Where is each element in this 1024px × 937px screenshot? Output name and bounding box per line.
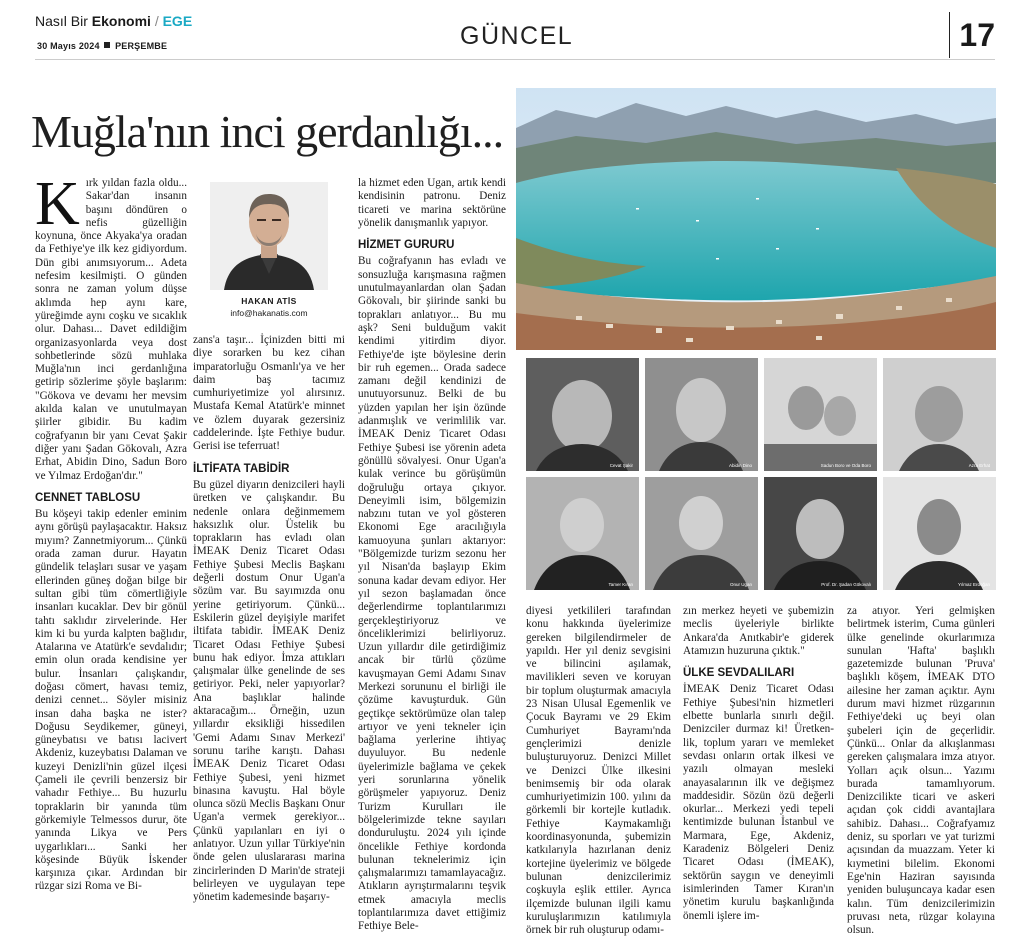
author-name: HAKAN ATİS bbox=[241, 296, 297, 306]
paragraph: za atıyor. Yeri gelmişken belirtmek isterim, Cuma günleri ülke genelinde okurlarımıza sunulan 'Hafta' başlıklı gazetemizde bulunan 'Pruva' başlıklı köşem, İMEAK DTO ailesine her zaman açıktır. Aynı durum mavi hizmet rüzgarının Fethiye'deki uç beyi olan şubeleri için de geçerlidir. Çünkü... Onlar da alkışlanması gereken çalışmalara imza atıyor. Yolları açık olsun... Yazımı burada tamamlıyorum. Denizcilikte ticari ve askeri açıdan çok ciddi avantajlara sahibiz. Dahası... Coğrafyamız deniz, su sporları ve yat turizmi açısından da muazzam. Yeter ki kıymetini bilelim. Ekonomi Ege'nin Haziran sayısında yeniden buluşuncaya kadar esen kalın. Tüm denizcilerimizin pruvası neta, rüzgar kolayına olsun. bbox=[847, 605, 995, 937]
portrait-icon bbox=[764, 477, 877, 590]
portrait-sadan-gokovali bbox=[764, 477, 877, 590]
subheading: HİZMET GURURU bbox=[358, 239, 455, 252]
paragraph: zans'a taşır... İçinizden bitti mi diye sorarken bu kez cihan imparatorluğu Osmanlı'ya ve her daim baş tacımız cumhuriyetimize yol alırsınız. Mustafa Kemal Atatürk'e minnet ve özlem duyarak gezersiniz caddelerinde. İşte Fethiye budur. Gerisi ise teferruat! bbox=[193, 334, 345, 453]
article-column-1 bbox=[35, 170, 187, 925]
paragraph: diyesi yetkilileri tarafından konu hakkında üyelerimize gereken bilgilendirmeler de yapıldı. Her yıl deniz sevgisini ve bilincini aşılamak, mavilikleri seven ve koruyan bir toplum oluşturmak amacıyla 23 Nisan Ulusal Egemenlik ve Çocuk Bayramı ve 29 Ekim Cumhuriyet Bayramı'nda gençlerimizi denizle buluşturuyoruz. Denizci Millet ve Denizci Ülke ilkesini benimsemiş bir oda olarak cumhuriyetimizin 100. yılını da görkemli bir kortejle kutladık. Fethiye Kaymakamlığı koordinasyonunda, şubemizin katkılarıyla hazırlanan deniz kortejine üyelerimiz ve bölgede bulunan denizcilerimiz coşkuyla eşlik ettiler. Ayrıca ilçemizde bulunan ilgili kamu kuruluşlarımızın katılımıyla örnek bir ruh oluşturup odamı- bbox=[526, 605, 671, 937]
masthead bbox=[35, 8, 995, 58]
article-column-2 bbox=[193, 334, 345, 925]
paragraph: la hizmet eden Ugan, artık kendi kendisinin patronu. Deniz ticareti ve marina sektörüne yönelik danışmanlık yapıyor. bbox=[358, 177, 506, 229]
subheading: CENNET TABLOSU bbox=[35, 491, 141, 504]
portrait-grid bbox=[526, 358, 997, 595]
article-column-4 bbox=[526, 605, 671, 937]
portrait-icon bbox=[883, 477, 996, 590]
portrait-azra-erhat bbox=[883, 358, 996, 471]
author-box bbox=[200, 182, 338, 322]
article-headline: Muğla'nın inci gerdanlığı... bbox=[31, 106, 504, 157]
paragraph: ırk yıldan fazla oldu... Sakar'dan insanın başını döndüren o nefis güzelliğin koynuna, önce Akyaka'ya oradan da Fethiye'ye ilk kez gidiyordum. Dün gibi anımsıyorum... Adeta nefesim kesilmişti. O günden sonra ne zaman yolum düşse aklımda hep aynı kare, yüreğimde aynı coşku ve sıcaklık olur. Dahası... Davet edildiğim organizasyonlarda veya dost sohbetlerinde sözü muhlaka Muğla'nın inci gerdanlığına getirip sözlerime şöyle başlarım: "Gökova ve devamı her mevsim akılda kalan ve unutulmayan şiirler gibidir. Bu kadim coğrafyanın bir yanı Cevat Şakir diğer yanı Şadan Gökovalı, Azra Erhat, Abidin Dino, Sadun Boro ve Yılmaz Erdoğan'dır." bbox=[35, 177, 187, 482]
article-column-3 bbox=[358, 177, 506, 933]
portrait-caption: Azra Erhat bbox=[968, 463, 990, 468]
portrait-caption: Cevat Şakir bbox=[609, 463, 633, 468]
portrait-sadun-boro bbox=[764, 358, 877, 471]
subheading: İLTİFATA TABİDİR bbox=[193, 462, 290, 475]
author-portrait-icon bbox=[210, 182, 328, 290]
issue-date-text: 30 Mayıs 2024 bbox=[37, 41, 100, 51]
portrait-icon bbox=[883, 358, 996, 471]
portrait-abidin-dino bbox=[645, 358, 758, 471]
issue-day: PERŞEMBE bbox=[115, 41, 168, 51]
coastal-landscape-icon bbox=[516, 88, 996, 350]
portrait-icon bbox=[764, 358, 877, 471]
article-column-6 bbox=[847, 605, 995, 937]
portrait-icon bbox=[526, 358, 639, 471]
portrait-caption: Tamer Kıran bbox=[608, 582, 633, 587]
subheading: ÜLKE SEVDALILARI bbox=[683, 667, 795, 680]
portrait-caption: Sadun Boro ve Oda Boro bbox=[820, 463, 871, 468]
brand-prefix: Nasıl Bir bbox=[35, 13, 88, 29]
portrait-onur-ugan bbox=[645, 477, 758, 590]
date-separator-icon bbox=[104, 42, 110, 48]
paragraph: İMEAK Deniz Ticaret Odası Fethiye Şubesi'nin hizmetleri elbette bunlarla sınırlı değil. Denizciler durmaz ki! Üretken-lik, toplum yararı ve memleket sevdası onların ortak ilkesi ve yazılı olmayan mesleki anayasalarının ilk ve değişmez maddesidir. Sözün özü değerli okurlar... Merkezi yedi tepeli kentimizde bulunan İstanbul ve Marmara, Ege, Akdeniz, Karadeniz Bölgeleri Deniz Ticaret Odası (İMEAK), sektörün saygın ve deneyimli isimlerinden Tamer Kıran'ın yönetim kurulu başkanlığında önemli işlere im- bbox=[683, 683, 834, 922]
author-photo bbox=[210, 182, 328, 290]
publication-brand[interactable] bbox=[35, 13, 192, 29]
brand-region: EGE bbox=[162, 13, 193, 29]
paragraph: Bu coğrafyanın has evladı ve sonsuzluğa karışmasına rağmen unutulmayanlardan olan Şadan Gökovalı, bir şiirinde sanki bu toprakları anlatıyor... Bu mu aşk? Seni bulduğum vakit kendimi yitirdim diyor. Fethiye'de işte böylesine derin bir ruh egemen... Orada sadece zamanı değil kendinizi de unutuyorsunuz. Belki de bu yüzden yapılan her işin özünde adanmışlık ve verimlilik var. İMEAK Deniz Ticaret Odası Fethiye Şubesi ise yörenin adeta gönüllü sövalyesi. Onur Ugan'a kulak verince bu görüşümün doğruluğu ortaya çıkıyor. Deneyimli isim, bölgemizin nabzını tutan ve yol gösteren Ekonomi Ege aracılığıyla kamuoyuna şunları aktarıyor: "Bölgemizde turizm sezonu her yıl Nisan'da başlayıp Ekim sonuna kadar devam ediyor. Her yıl sezon başlamadan önce değerlendirme toplantılarımızı gerçekleştiriyoruz ve önceliklerimizi belirliyoruz. Uzun yıllardır dile getirdiğimiz ancak bir türlü çözüme kavuşmayan Gemi Adamı Sınav Merkezi sorununu el birliği ile çözüme kavuşturduk. Gün geçtikçe sektörümüze olan talep artıyor ve yeni tekneler için bağlama yerlerine ihtiyaç duyuluyor. Bu nedenle üyelerimizle bağlama ve çekek yeri sorunlarına yönelik görüşmeler yapıyoruz. Deniz Turizm Kurulları ile bölgelerimizde tekne sayıları donduruluştu. 2024 yılı içinde öncelikle Fethiye kordonda bulunan teknelerimiz için çalışmalarımızı tamamlayacağız. Atıkların ayrıştırmalarını teşvik etmek amacıyla meclis toplantılarımıza davet ettiğimiz Fethiye Bele- bbox=[358, 255, 506, 933]
fethiye-bay-photo bbox=[516, 88, 996, 350]
paragraph: zın merkez heyeti ve şubemizin meclis üyeleriyle birlikte Ankara'da Anıtkabir'e giderek Atamızın huzuruna çıktık." bbox=[683, 605, 834, 657]
section-title: GÜNCEL bbox=[460, 22, 574, 50]
portrait-icon bbox=[645, 477, 758, 590]
masthead-divider bbox=[35, 59, 995, 60]
brand-separator: / bbox=[154, 13, 159, 29]
portrait-caption: Onur Ugan bbox=[729, 582, 752, 587]
portrait-caption: Yılmaz Erdoğan bbox=[957, 582, 990, 587]
paragraph: Bu güzel diyarın denizcileri hayli üretken ve çalışkandır. Bu nedenle onlara değinmemem haksızlık olur. Üstelik bu toprakların has evladı olan İMEAK Deniz Ticaret Odası Fethiye Şubesi Meclis Başkanı değerli dostum Onur Ugan'a sözüm var. Bu sayımızda onu yerine getiriyorum. Çünkü... Eskilerin güzel deyişiyle marifet iltifata tabidir. İMEAK Deniz Ticaret Odası Fethiye Şubesi bunu hak ediyor. İmza attıkları çalışmalar ülke genelinde de ses getiriyor. Peki, neler yapıyorlar? Ana başlıklar halinde aktaracağım... Örneğin, uzun yıllardır eksikliği hissedilen 'Gemi Adamı Sınav Merkezi' sorunu tarihe karıştı. Dahası İMEAK Deniz Ticaret Odası Fethiye Şubesi, yeni hizmet binasına kavuştu. Hal böyle olunca sözü Meclis Başkanı Onur Ugan'a vermek gerekiyor... Çünkü yapılanları en iyi o anlatıyor. Uzun yıllar Türkiye'nin önde gelen uluslararası marina zincirlerinden D Marin'de strateji belirleyen ve uygulayan tepe yönetim kademesinde başarıy- bbox=[193, 478, 345, 904]
portrait-icon bbox=[526, 477, 639, 590]
portrait-caption: Abidin Dino bbox=[728, 463, 752, 468]
drop-cap: K bbox=[35, 170, 80, 238]
portrait-cevat-sakir bbox=[526, 358, 639, 471]
portrait-tamer-kiran bbox=[526, 477, 639, 590]
portrait-icon bbox=[645, 358, 758, 471]
portrait-caption: Prof. Dr. Şadan Gökovalı bbox=[821, 582, 871, 587]
portrait-yilmaz-erdogan bbox=[883, 477, 996, 590]
page-number: 17 bbox=[949, 12, 995, 58]
author-email[interactable]: info@hakanatis.com bbox=[230, 308, 308, 318]
issue-date bbox=[37, 41, 167, 51]
article-column-5 bbox=[683, 605, 834, 925]
paragraph: Bu köşeyi takip edenler eminim aynı görüşü paylaşacaktır. Haksız mıyım? Zannetmiyorum... Çünkü orada zaman durur. Hayatın gündelik telaşları susar ve yaşam ellerinden güneş doğan bilge bir sultan gibi tüm cömertliğiyle insanları kucaklar. Dev bir gönül tahtı saklıdır zirvelerinde. Her kim ki bu yurda kalpten bağlıdır, Atalarına ve Atatürk'e sevdalıdır; emin olun orada kendisine yer bulur. İnsanları çalışkandır, doğası cömert, havası temiz, denizi cennet... Söyler misiniz insan daha başka ne ister? Doğusu Seydikemer, güneyi, güneybatısı ve batısı lacivert Akdeniz, kuzeybatısı Dalaman ve kuzeyi Denizli'nin güzel ilçesi Çameli ile çevrili benzersiz bir vahadır Fethiye... Bu huzurlu topraklarin bir yanında tüm görkemiyle Telmessos durur, öte yanında Likya ve Pers uygarlıkları... Sanki her köşesinde Büyük İskender karşınıza çıkar. Ardından bir rüzgar sizi Roma ve Bi- bbox=[35, 508, 187, 893]
brand-name: Ekonomi bbox=[91, 13, 151, 29]
